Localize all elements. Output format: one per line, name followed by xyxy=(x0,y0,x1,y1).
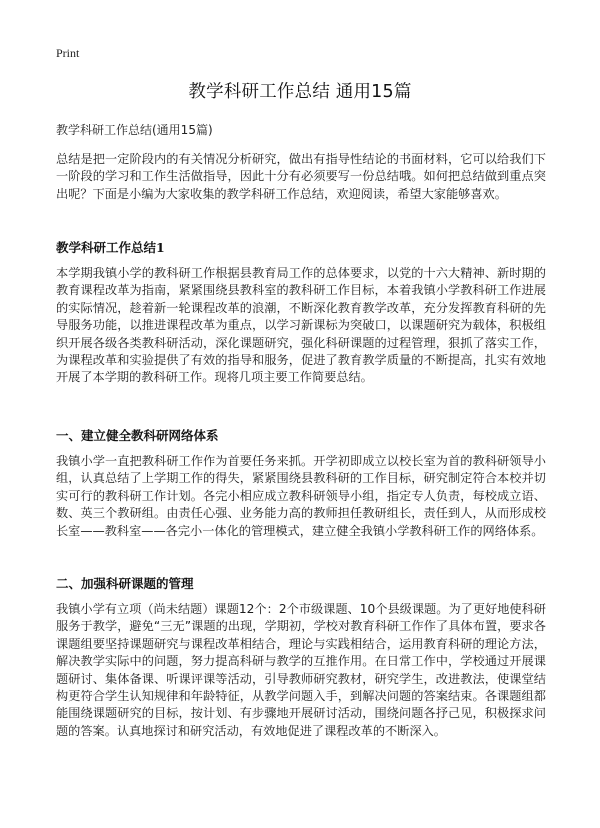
section2-paragraph: 我镇小学有立项（尚未结题）课题12个：2个市级课题、10个县级课题。为了更好地使科研服务于教学，避免“三无”课题的出现，学期初，学校对教育科研工作作了具体布置，要求各课题组要坚持课题研究与课程改革相结合，理论与实践相结合，运用教育科研的理论方法，解决教学实际中的问题，努力提高科研与教学的互推作用。在日常工作中，学校通过开展课题研讨、集体备课、听课评课等活动，引导教师研究教材，研究学生，改进教法，使课堂结构更符合学生认知规律和年龄特征，从教学问题入手，到解决问题的答案结束。各课题组都能围绕课题研究的目标，按计划、有步骤地开展研讨活动，围绕问题各抒己见，积极探求问题的答案。认真地探讨和研究活动，有效地促进了课程改革的不断深入。 xyxy=(56,602,546,738)
print-link[interactable]: Print xyxy=(56,46,80,60)
page-title: 教学科研工作总结 通用15篇 xyxy=(188,82,412,102)
section1 xyxy=(56,453,546,540)
section2-heading: 二、加强科研课题的管理 xyxy=(56,576,194,591)
intro-section xyxy=(56,151,546,203)
section1-heading: 一、建立健全教科研网络体系 xyxy=(56,428,219,443)
report-heading: 教学科研工作总结1 xyxy=(56,240,165,255)
report-paragraph: 本学期我镇小学的教科研工作根据县教育局工作的总体要求，以党的十六大精神、新时期的教育课程改革为指南，紧紧围绕县教科室的教科研工作目标，本着我镇小学教科研工作进展的实际情况，趁着新一轮课程改革的浪潮，不断深化教育教学改革，充分发挥教育科研的先导服务功能，以推进课程改革为重点，以学习新课标为突破口，以课题研究为载体，积极组织开展各级各类教科研活动，深化课题研究，强化科研课题的过程管理，狠抓了落实工作，为课程改革和实验提供了有效的指导和服务，促进了教育教学质量的不断提高，扎实有效地开展了本学期的教科研工作。现将几项主要工作简要总结。 xyxy=(56,266,546,385)
report-section xyxy=(56,265,546,387)
section2 xyxy=(56,601,546,740)
section1-paragraph: 我镇小学一直把教科研工作作为首要任务来抓。开学初即成立以校长室为首的教科研领导小组，认真总结了上学期工作的得失，紧紧围绕县教科研的工作目标，研究制定符合本校并切实可行的教科研工作计划。各完小相应成立教科研领导小组，指定专人负责，每校成立语、数、英三个教研组。由责任心强、业务能力高的教师担任教研组长，责任到人，从而形成校长室——教科室——各完小一体化的管理模式，建立健全我镇小学教科研工作的网络体系。 xyxy=(56,454,546,538)
intro-paragraph: 总结是把一定阶段内的有关情况分析研究，做出有指导性结论的书面材料，它可以给我们下一阶段的学习和工作生活做指导，因此十分有必须要写一份总结哦。如何把总结做到重点突出呢？下面是小编为大家收集的教学科研工作总结，欢迎阅读，希望大家能够喜欢。 xyxy=(56,152,546,201)
document-subtitle: 教学科研工作总结(通用15篇) xyxy=(56,123,213,137)
